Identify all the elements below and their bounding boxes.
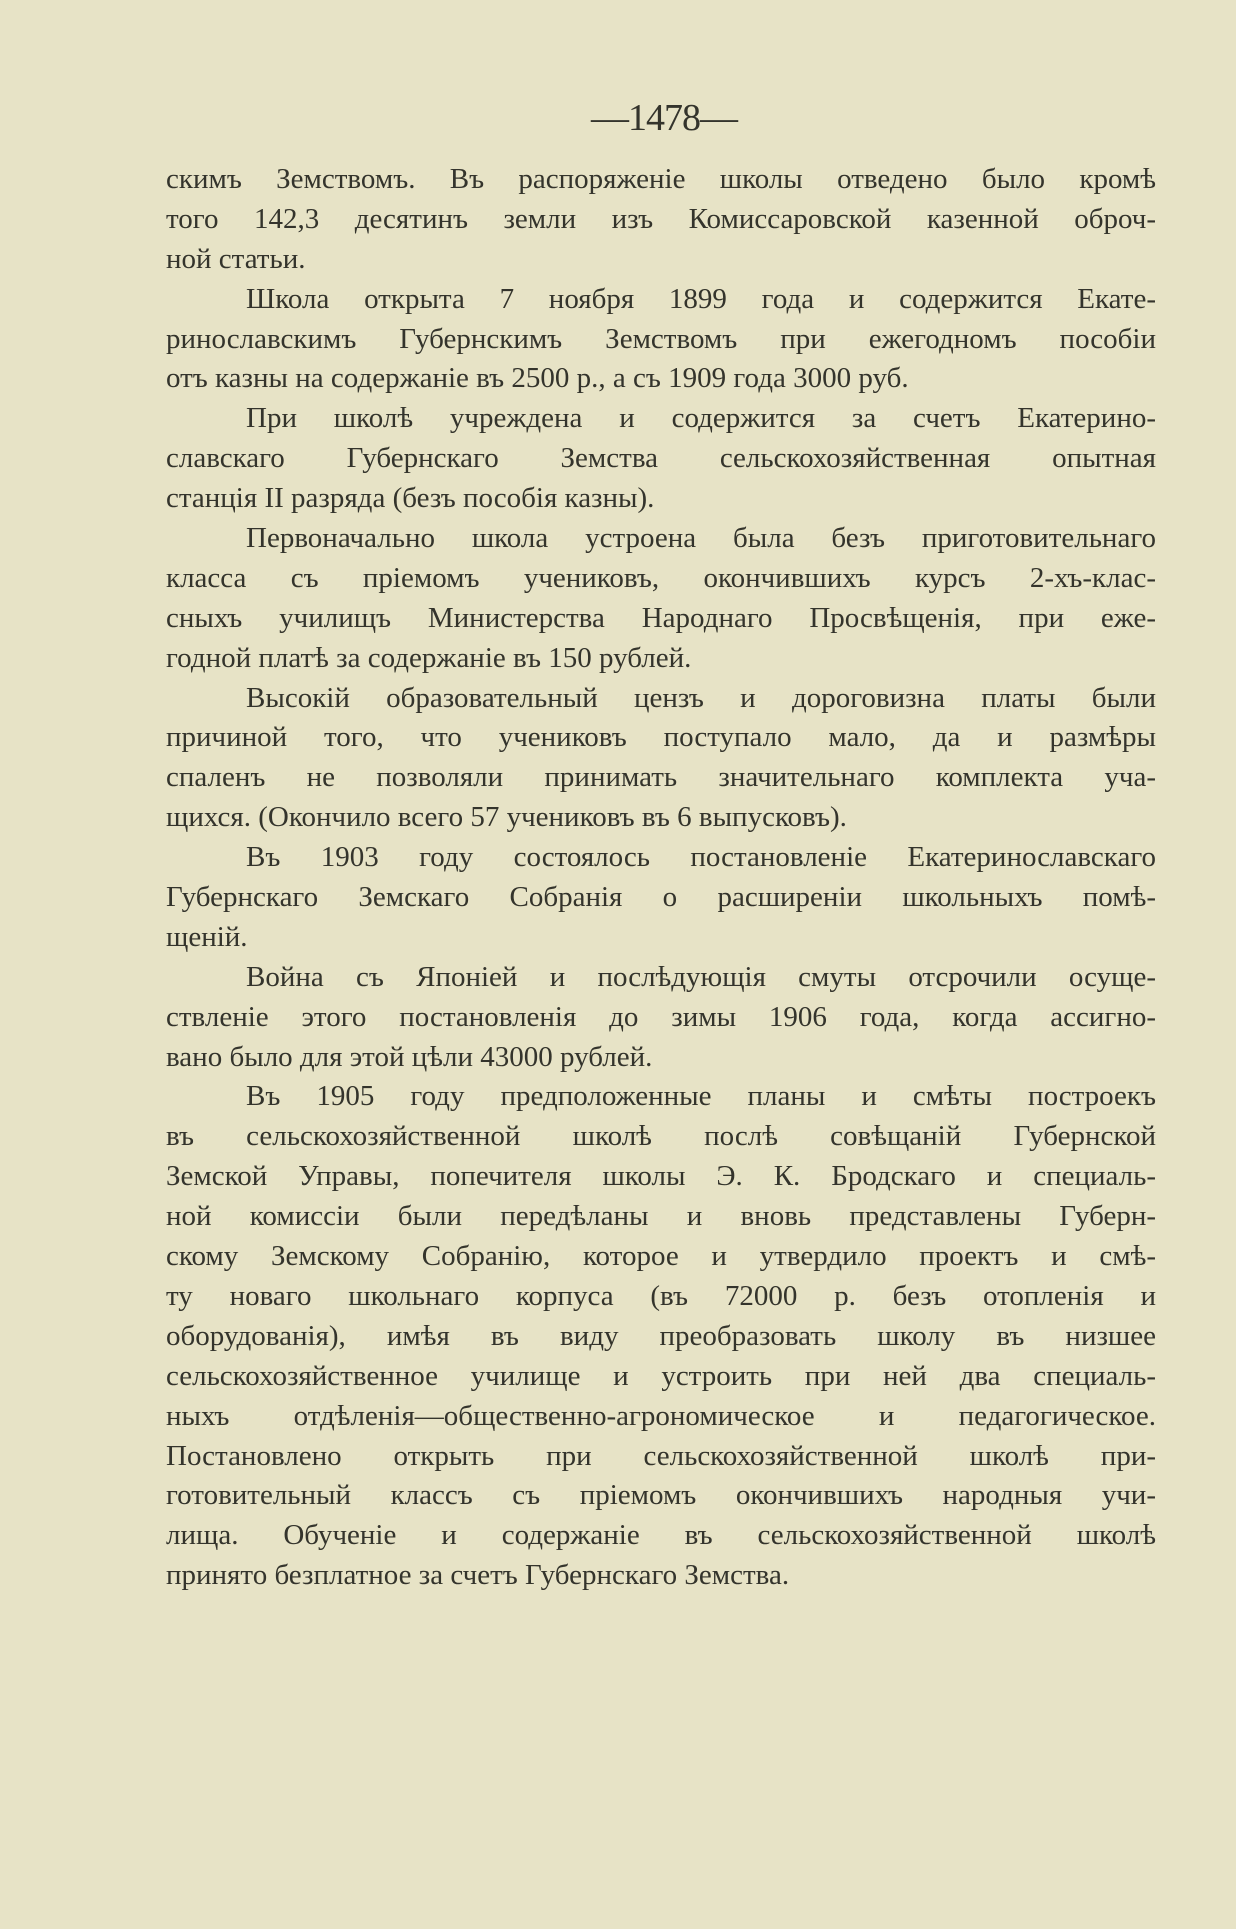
text-line: отъ казны на содержаніе въ 2500 р., а съ 1909 года 3000 руб. bbox=[166, 362, 909, 395]
text-line: въ сельскохозяйственной школѣ послѣ совѣщаній Губернской bbox=[166, 1120, 1156, 1153]
text-line: станція II разряда (безъ пособія казны). bbox=[166, 482, 655, 515]
text-line: щеній. bbox=[166, 920, 248, 953]
text-line: Въ 1905 году предположенные планы и смѣты построекъ bbox=[246, 1080, 1156, 1113]
text-line: Война съ Японіей и послѣдующія смуты отсрочили осуще- bbox=[246, 960, 1156, 993]
paragraph bbox=[166, 399, 1156, 519]
text-line: вано было для этой цѣли 43000 рублей. bbox=[166, 1040, 653, 1073]
paragraph bbox=[166, 519, 1156, 679]
text-line: Постановлено открыть при сельскохозяйственной школѣ при- bbox=[166, 1439, 1156, 1472]
text-line: ту новаго школьнаго корпуса (въ 72000 р. безъ отопленія и bbox=[166, 1279, 1156, 1312]
text-line: Школа открыта 7 ноября 1899 года и содержится Екате- bbox=[246, 282, 1156, 315]
text-line: При школѣ учреждена и содержится за счетъ Екатерино- bbox=[246, 402, 1156, 435]
text-line: годной платѣ за содержаніе въ 150 рублей. bbox=[166, 641, 692, 674]
paragraph bbox=[166, 1077, 1156, 1596]
paragraph bbox=[166, 280, 1156, 400]
text-line: лища. Обученіе и содержаніе въ сельскохозяйственной школѣ bbox=[166, 1519, 1156, 1552]
page-number: —1478— bbox=[591, 97, 737, 139]
text-line: ствленіе этого постановленія до зимы 1906 года, когда ассигно- bbox=[166, 1000, 1156, 1033]
text-line: того 142,3 десятинъ земли изъ Комиссаровской казенной оброч- bbox=[166, 202, 1156, 235]
paragraph bbox=[166, 679, 1156, 839]
text-line: класса съ пріемомъ учениковъ, окончившихъ курсъ 2-хъ-клас- bbox=[166, 561, 1156, 594]
text-line: сельскохозяйственное училище и устроить при ней два специаль- bbox=[166, 1359, 1156, 1392]
text-line: Высокій образовательный цензъ и дороговизна платы были bbox=[246, 681, 1156, 714]
text-line: ной статьи. bbox=[166, 242, 306, 275]
body-text bbox=[166, 160, 1156, 1596]
paragraph bbox=[166, 958, 1156, 1078]
text-line: ринославскимъ Губернскимъ Земствомъ при ежегодномъ пособіи bbox=[166, 322, 1156, 355]
text-line: скимъ Земствомъ. Въ распоряженіе школы отведено было кромѣ bbox=[166, 163, 1156, 195]
text-line: Въ 1903 году состоялось постановленіе Екатеринославскаго bbox=[246, 841, 1156, 874]
paragraph bbox=[166, 160, 1156, 280]
text-line: славскаго Губернскаго Земства сельскохозяйственная опытная bbox=[166, 442, 1156, 475]
paragraph bbox=[166, 838, 1156, 958]
text-line: сныхъ училищъ Министерства Народнаго Просвѣщенія, при еже- bbox=[166, 601, 1156, 634]
text-line: спаленъ не позволяли принимать значительнаго комплекта уча- bbox=[166, 761, 1156, 794]
text-line: принято безплатное за счетъ Губернскаго Земства. bbox=[166, 1559, 790, 1592]
text-line: готовительный классъ съ пріемомъ окончившихъ народныя учи- bbox=[166, 1479, 1156, 1512]
text-line: Губернскаго Земскаго Собранія о расширеніи школьныхъ помѣ- bbox=[166, 881, 1156, 914]
text-line: ныхъ отдѣленія—общественно-агрономическое и педагогическое. bbox=[166, 1399, 1156, 1432]
text-line: Первоначально школа устроена была безъ приготовительнаго bbox=[246, 522, 1156, 555]
text-line: оборудованія), имѣя въ виду преобразовать школу въ низшее bbox=[166, 1319, 1156, 1352]
text-line: причиной того, что учениковъ поступало мало, да и размѣры bbox=[166, 721, 1156, 754]
text-line: щихся. (Окончило всего 57 учениковъ въ 6 выпусковъ). bbox=[166, 801, 847, 834]
text-line: скому Земскому Собранію, которое и утвердило проектъ и смѣ- bbox=[166, 1240, 1156, 1273]
text-line: Земской Управы, попечителя школы Э. К. Бродскаго и специаль- bbox=[166, 1160, 1156, 1193]
text-line: ной комиссіи были передѣланы и вновь представлены Губерн- bbox=[166, 1200, 1156, 1233]
